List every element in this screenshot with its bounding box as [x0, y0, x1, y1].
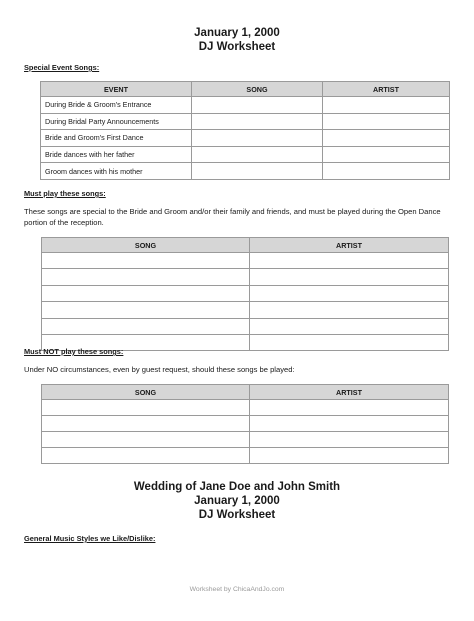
- table-row: [41, 113, 450, 130]
- artist-cell[interactable]: [250, 448, 449, 464]
- table-row: [41, 146, 450, 163]
- table-row: [42, 400, 449, 416]
- table-row: [41, 97, 450, 114]
- song-cell[interactable]: [192, 163, 323, 180]
- second-date: January 1, 2000: [194, 495, 280, 507]
- artist-cell[interactable]: [250, 318, 449, 334]
- song-cell[interactable]: [192, 146, 323, 163]
- column-header-artist: ARTIST: [250, 238, 449, 253]
- song-cell[interactable]: [42, 253, 250, 269]
- column-header-song: SONG: [42, 385, 250, 400]
- general-styles-heading: General Music Styles we Like/Dislike:: [24, 534, 156, 543]
- artist-cell[interactable]: [250, 400, 449, 416]
- table-header-row: [42, 238, 449, 253]
- artist-cell[interactable]: [250, 416, 449, 432]
- table-row: [42, 269, 449, 285]
- artist-cell[interactable]: [323, 146, 450, 163]
- special-events-heading: Special Event Songs:: [24, 63, 100, 72]
- footer-credit: Worksheet by ChicaAndJo.com: [189, 586, 285, 593]
- artist-cell[interactable]: [250, 253, 449, 269]
- event-label: Groom dances with his mother: [41, 163, 192, 180]
- artist-cell[interactable]: [250, 334, 449, 350]
- column-header-artist: ARTIST: [250, 385, 449, 400]
- column-header-artist: ARTIST: [323, 82, 450, 97]
- song-cell[interactable]: [42, 318, 250, 334]
- second-title: DJ Worksheet: [198, 509, 276, 521]
- song-cell[interactable]: [42, 285, 250, 301]
- table-row: [42, 416, 449, 432]
- must-play-heading: Must play these songs:: [24, 189, 106, 198]
- artist-cell[interactable]: [250, 269, 449, 285]
- table-row: [42, 432, 449, 448]
- song-cell[interactable]: [42, 400, 250, 416]
- table-row: [42, 448, 449, 464]
- table-row: [41, 130, 450, 147]
- song-cell[interactable]: [192, 130, 323, 147]
- must-play-table: [41, 237, 449, 351]
- song-cell[interactable]: [42, 302, 250, 318]
- artist-cell[interactable]: [250, 432, 449, 448]
- table-header-row: [41, 82, 450, 97]
- song-cell[interactable]: [42, 416, 250, 432]
- page-date: January 1, 2000: [194, 27, 280, 39]
- event-label: Bride and Groom's First Dance: [41, 130, 192, 147]
- song-cell[interactable]: [42, 269, 250, 285]
- artist-cell[interactable]: [323, 163, 450, 180]
- special-events-table: [40, 81, 450, 180]
- column-header-event: EVENT: [41, 82, 192, 97]
- song-cell[interactable]: [192, 97, 323, 114]
- artist-cell[interactable]: [250, 302, 449, 318]
- table-row: [42, 318, 449, 334]
- must-play-description: These songs are special to the Bride and Groom and/or their family and friends, and must be played during the Open Dance portion of the reception.: [24, 207, 441, 227]
- column-header-song: SONG: [192, 82, 323, 97]
- table-row: [42, 253, 449, 269]
- artist-cell[interactable]: [323, 113, 450, 130]
- song-cell[interactable]: [42, 448, 250, 464]
- event-label: Bride dances with her father: [41, 146, 192, 163]
- event-label: During Bride & Groom's Entrance: [41, 97, 192, 114]
- artist-cell[interactable]: [323, 97, 450, 114]
- column-header-song: SONG: [42, 238, 250, 253]
- must-not-play-heading: Must NOT play these songs:: [24, 347, 124, 356]
- table-header-row: [42, 385, 449, 400]
- event-label: During Bridal Party Announcements: [41, 113, 192, 130]
- must-not-play-description: Under NO circumstances, even by guest request, should these songs be played:: [24, 365, 295, 374]
- song-cell[interactable]: [42, 432, 250, 448]
- wedding-title: Wedding of Jane Doe and John Smith: [133, 481, 341, 493]
- table-row: [42, 285, 449, 301]
- song-cell[interactable]: [192, 113, 323, 130]
- page-title: DJ Worksheet: [198, 41, 276, 53]
- table-row: [41, 163, 450, 180]
- table-row: [42, 302, 449, 318]
- must-not-play-table: [41, 384, 449, 464]
- artist-cell[interactable]: [250, 285, 449, 301]
- artist-cell[interactable]: [323, 130, 450, 147]
